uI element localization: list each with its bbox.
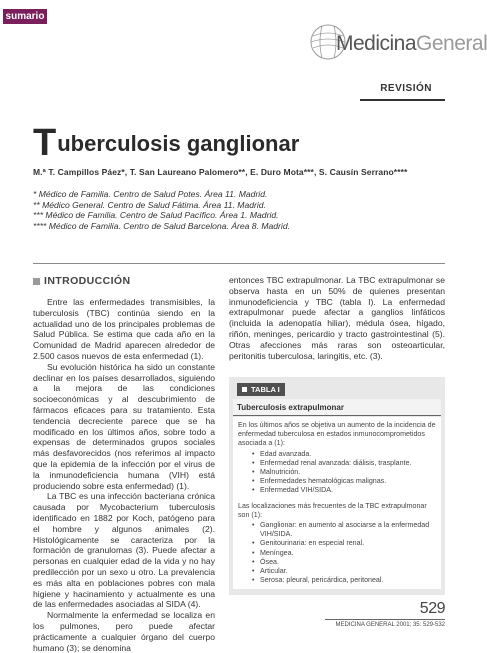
intro-body	[33, 297, 215, 653]
table-tag	[237, 383, 285, 396]
table-list-locations	[252, 521, 436, 585]
right-body	[229, 275, 445, 361]
table-title: Tuberculosis extrapulmonar	[233, 399, 441, 416]
section-heading	[33, 275, 215, 287]
list-item: • Serosa: pleural, pericárdica, peritoneal.	[252, 576, 436, 585]
section-heading-text: INTRODUCCIÓN	[44, 275, 131, 287]
list-item: • Meníngea.	[252, 549, 436, 558]
list-item: • Enfermedad VIH/SIDA.	[252, 486, 436, 495]
table-intro: En los últimos años se objetiva un aumento de la incidencia de enfermedad tuberculosa en estados inmunocomprometidos asociada a (1):	[238, 421, 436, 448]
logo-wordmark	[336, 32, 487, 56]
page-number: 529	[419, 600, 445, 617]
journal-logo	[308, 22, 487, 62]
right-column	[229, 275, 445, 361]
affiliation: ** Médico General. Centro de Salud Fátima. Área 11. Madrid.	[33, 199, 266, 210]
title-dropcap: T	[33, 122, 57, 164]
list-item: • Malnutrición.	[252, 468, 436, 477]
author-list: M.ª T. Campillos Páez*, T. San Laureano Palomero**, E. Duro Mota***, S. Causín Serrano****	[33, 167, 408, 177]
table-one	[229, 377, 445, 595]
list-item: • Edad avanzada.	[252, 450, 436, 459]
table-list-risk	[252, 450, 436, 496]
section-tag: REVISIÓN	[380, 83, 432, 94]
list-item: • Ósea.	[252, 558, 436, 567]
list-item: • Enfermedades hematológicas malignas.	[252, 477, 436, 486]
affiliation: * Médico de Familia. Centro de Salud Potes. Área 11. Madrid.	[33, 189, 268, 199]
header-divider	[33, 263, 445, 264]
paragraph: Entre las enfermedades transmisibles, la tuberculosis (TBC) continúa siendo en la actualidad uno de los principales problemas de Salud Pública. Se estima que cada año en la Comunidad de Madrid aparecen alrededor de 2.500 casos nuevos de esta enfermedad (1).	[33, 297, 215, 361]
sumario-button[interactable]: sumario	[3, 9, 47, 24]
paragraph: entonces TBC extrapulmonar. La TBC extrapulmonar se observa hasta en un 50% de quienes presentan inmunodeficiencia y TBC (tabla I). La enfermedad extrapulmonar puede afectar a ganglios linfáticos (incluida la adenopatía hiliar), médula ósea, hígado, riñón, meninges, pericardio y tracto gastrointestinal (5). Otras afecciones más raras son osteoarticular, peritonitis tuberculosa, laringitis, etc. (3).	[229, 275, 445, 361]
table-tag-label: TABLA I	[251, 385, 280, 394]
title-text: uberculosis ganglionar	[57, 131, 300, 156]
footer-divider	[325, 619, 445, 620]
affiliation: *** Médico de Familia. Centro de Salud Pacífico. Área 1. Madrid.	[33, 210, 279, 221]
list-item: • Genitourinaria: en especial renal.	[252, 539, 436, 548]
affiliation: **** Médico de Familia. Centro de Salud Barcelona. Área 8. Madrid.	[33, 220, 290, 231]
affiliations	[33, 189, 290, 231]
section-divider	[360, 99, 445, 101]
table-intro: Las localizaciones más frecuentes de la TBC extrapulmonar son (1):	[238, 501, 427, 519]
list-item: • Articular.	[252, 567, 436, 576]
paragraph: Su evolución histórica ha sido un constante declinar en los países desarrollados, siguiendo a la mejora de las condiciones socioeconómicas y al descubrimiento de fármacos eficaces para su tratamiento. Esta tendencia decreciente parece que se ha modificado en los últimos años, sobre todo a expensas de determinados grupos sociales más desfavorecidos (nos referimos al impacto que la epidemia de la infección por el virus de la inmunodeficiencia humana (VIH) está produciendo sobre esta enfermedad) (1).	[33, 361, 215, 491]
journal-citation: MEDICINA GENERAL 2001; 35: 529-532	[335, 622, 445, 628]
article-title	[33, 122, 299, 165]
logo-word-general: General	[416, 32, 487, 55]
paragraph: Normalmente la enfermedad se localiza en los pulmones, pero puede afectar prácticamente a cualquier órgano del cuerpo humano (3); se denomina	[33, 610, 215, 653]
list-item: • Ganglionar: en aumento al asociarse a la enfermedad VIH/SIDA.	[252, 521, 436, 539]
table-body	[233, 417, 441, 589]
list-item: • Enfermedad renal avanzada: diálisis, trasplante.	[252, 459, 436, 468]
paragraph: La TBC es una infección bacteriana crónica causada por Mycobacterium tuberculosis identificado en 1882 por Koch, patógeno para el hombre y algunos animales (2). Histológicamente se caracteriza por la formación de granulomas (3). Puede afectar a personas en cualquier edad de la vida y no hay predilección por un sexo u otro. La prevalencia es más alta en poblaciones pobres con mala higiene y hacinamiento y actualmente es una de las enfermedades asociadas al SIDA (4).	[33, 491, 215, 610]
logo-word-medicina: Medicina	[336, 32, 417, 55]
table-tag-bullet-icon	[242, 387, 247, 392]
section-bullet-icon	[33, 278, 40, 285]
left-column	[33, 275, 215, 653]
